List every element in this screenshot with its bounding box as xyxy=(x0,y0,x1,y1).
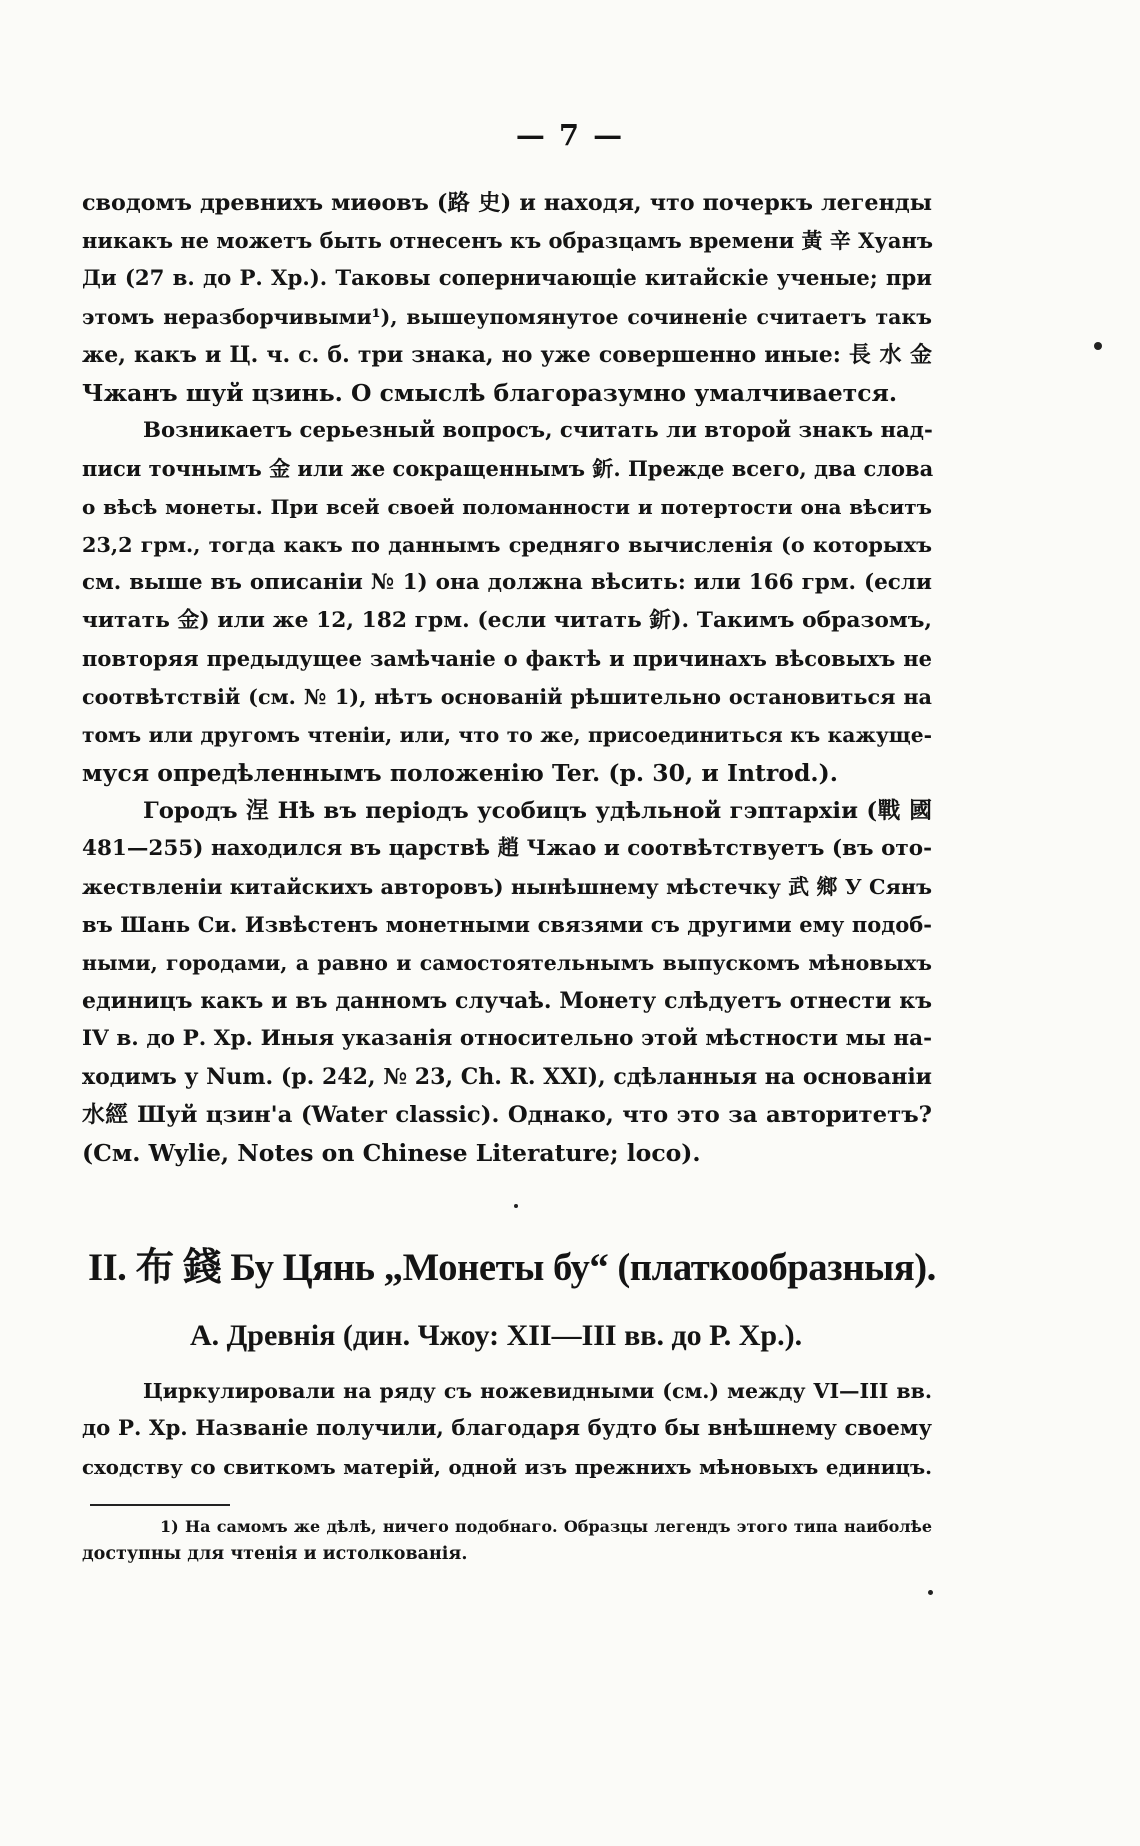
paragraph-2-line-9: томъ или другомъ чтеніи, или, что то же, присоединиться къ кажуще- xyxy=(82,723,932,747)
paragraph-4-line-3: сходству со свиткомъ матерій, одной изъ прежнихъ мѣновыхъ единицъ. xyxy=(82,1455,932,1479)
paragraph-2-line-6: читать 金) или же 12, 182 грм. (если читать 釿). Такимъ образомъ, xyxy=(82,608,932,633)
paragraph-1-line-4: этомъ неразборчивыми¹), вышеупомянутое сочиненіе считаетъ такъ xyxy=(82,305,932,329)
ink-speck xyxy=(514,1204,518,1208)
paragraph-3-line-9: 水經 Шуй цзин'а (Water classic). Однако, что это за авторитетъ? xyxy=(82,1102,932,1128)
paragraph-1-line-3: Ди (27 в. до Р. Хр.). Таковы соперничающіе китайскіе ученые; при xyxy=(82,266,932,291)
ink-speck xyxy=(928,1590,933,1595)
paragraph-1-line-1: сводомъ древнихъ миѳовъ (路 史) и находя, что почеркъ легенды xyxy=(82,190,932,216)
paragraph-2-line-10: муся опредѣленнымъ положенію Ter. (p. 30, и Introd.). xyxy=(82,759,838,787)
footnote-rule xyxy=(90,1504,230,1506)
paragraph-1-line-5: же, какъ и Ц. ч. с. б. три знака, но уже совершенно иные: 長 水 金 xyxy=(82,342,932,368)
paragraph-2-line-2: писи точнымъ 金 или же сокращеннымъ 釿. Прежде всего, два слова xyxy=(82,456,934,481)
paragraph-3-line-1: Городъ 涅 Нѣ въ періодъ усобицъ удѣльной гэптархіи (戰 國 xyxy=(143,798,932,824)
paragraph-2-line-1: Возникаетъ серьезный вопросъ, считать ли второй знакъ над- xyxy=(143,418,933,443)
paragraph-4-line-2: до Р. Хр. Названіе получили, благодаря будто бы внѣшнему своему xyxy=(82,1416,932,1441)
paragraph-3-line-4: въ Шань Си. Извѣстенъ монетными связями съ другими ему подоб- xyxy=(82,912,932,937)
paragraph-3-line-5: ными, городами, а равно и самостоятельнымъ выпускомъ мѣновыхъ xyxy=(82,951,932,975)
paragraph-3-line-2: 481—255) находился въ царствѣ 趙 Чжао и соотвѣтствуетъ (въ ото- xyxy=(82,836,932,861)
paragraph-3-line-10: (См. Wylie, Notes on Chinese Literature; loco). xyxy=(82,1139,701,1167)
paragraph-1-line-2: никакъ не можетъ быть отнесенъ къ образцамъ времени 黃 辛 Хуанъ xyxy=(82,228,933,253)
paragraph-2-line-5: см. выше въ описаніи № 1) она должна вѣсить: или 166 грм. (если xyxy=(82,570,932,595)
footnote-line-2: доступны для чтенія и истолкованія. xyxy=(82,1544,468,1564)
subsection-title: A. Древнія (дин. Чжоу: XII—III вв. до Р. Хр.). xyxy=(190,1319,803,1352)
paragraph-3-line-8: ходимъ у Num. (p. 242, № 23, Ch. R. XXI), сдѣланныя на основаніи xyxy=(82,1064,932,1090)
paragraph-4-line-1: Циркулировали на ряду съ ножевидными (см.) между VI—III вв. xyxy=(143,1379,932,1403)
paragraph-3-line-6: единицъ какъ и въ данномъ случаѣ. Монету слѣдуетъ отнести къ xyxy=(82,988,932,1014)
paragraph-2-line-7: повторяя предыдущее замѣчаніе о фактѣ и причинахъ вѣсовыхъ не xyxy=(82,646,932,671)
ink-speck xyxy=(1094,342,1102,350)
footnote-line-1: 1) На самомъ же дѣлѣ, ничего подобнаго. Образцы легендъ этого типа наиболѣе xyxy=(160,1517,932,1536)
paragraph-3-line-3: жествленіи китайскихъ авторовъ) нынѣшнему мѣстечку 武 鄉 У Сянъ xyxy=(82,875,932,899)
paragraph-2-line-4: 23,2 грм., тогда какъ по даннымъ средняго вычисленія (о которыхъ xyxy=(82,533,932,557)
paragraph-1-line-6: Чжанъ шуй цзинь. О смыслѣ благоразумно умалчивается. xyxy=(82,379,898,407)
section-title: II. 布 錢 Бу Цянь „Монеты бу“ (платкообразныя). xyxy=(88,1246,936,1289)
page-number: — 7 — xyxy=(515,118,625,152)
paragraph-2-line-3: о вѣсѣ монеты. При всей своей поломанности и потертости она вѣситъ xyxy=(82,495,932,519)
paragraph-3-line-7: IV в. до Р. Хр. Иныя указанія относительно этой мѣстности мы на- xyxy=(82,1026,932,1051)
paragraph-2-line-8: соотвѣтствій (см. № 1), нѣтъ основаній рѣшительно остановиться на xyxy=(82,685,932,709)
